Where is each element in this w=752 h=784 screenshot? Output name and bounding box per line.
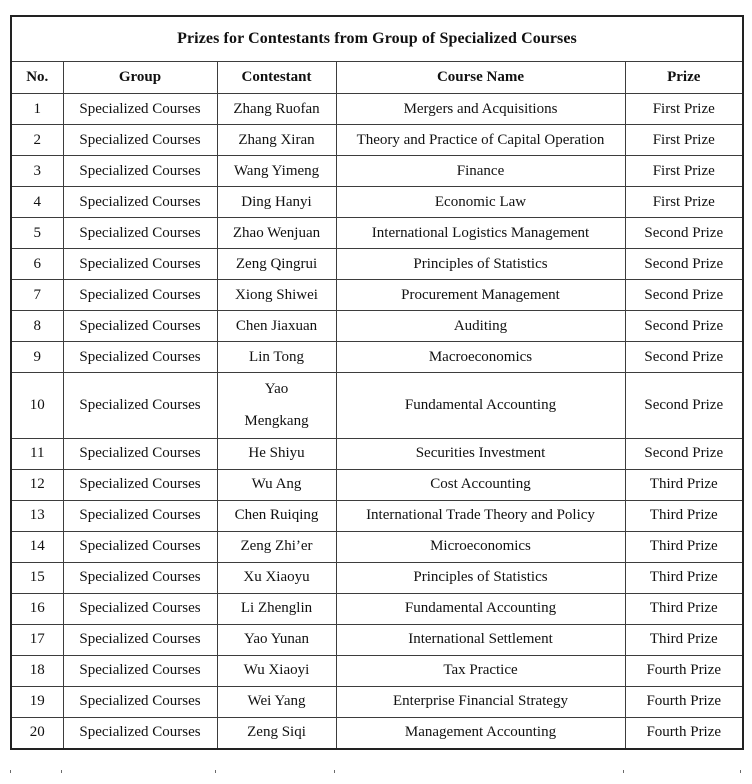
cell-no	[11, 156, 63, 187]
cell-group	[63, 94, 217, 125]
clipped-cell-border	[334, 770, 335, 773]
table-row	[11, 531, 743, 562]
cell-prize-text: Third Prize	[649, 569, 718, 586]
cell-course	[336, 593, 625, 624]
cell-group-text: Specialized Courses	[79, 693, 201, 710]
cell-prize	[625, 438, 743, 469]
cell-group	[63, 187, 217, 218]
cell-no	[11, 342, 63, 373]
cell-no	[11, 438, 63, 469]
cell-course	[336, 94, 625, 125]
cell-course	[336, 125, 625, 156]
cell-course	[336, 342, 625, 373]
clipped-cell-border	[215, 770, 216, 773]
cell-group-text: Specialized Courses	[79, 224, 201, 241]
cell-group-text: Specialized Courses	[79, 286, 201, 303]
cell-course-text: Principles of Statistics	[413, 255, 548, 272]
cell-group-text: Specialized Courses	[79, 600, 201, 617]
table-row	[11, 500, 743, 531]
cell-no-text: 2	[33, 131, 41, 148]
cell-prize-text: First Prize	[652, 193, 715, 210]
col-header-prize: Prize	[625, 62, 743, 94]
cell-group-text: Specialized Courses	[79, 317, 201, 334]
cell-prize	[625, 125, 743, 156]
cell-group-text: Specialized Courses	[79, 538, 201, 555]
cell-contestant	[217, 373, 336, 439]
cell-no-text: 8	[33, 317, 41, 334]
cell-course-text: Finance	[456, 162, 505, 179]
cell-no	[11, 373, 63, 439]
cell-group	[63, 686, 217, 717]
cell-prize-text: Second Prize	[644, 317, 724, 334]
cell-course	[336, 311, 625, 342]
table-row	[11, 156, 743, 187]
cell-course-text: Principles of Statistics	[413, 569, 548, 586]
cell-group	[63, 655, 217, 686]
col-header-no: No.	[11, 62, 63, 94]
cell-group	[63, 125, 217, 156]
clipped-cell-border	[10, 770, 11, 773]
table-body	[11, 94, 743, 749]
cell-contestant	[217, 125, 336, 156]
cell-contestant	[217, 655, 336, 686]
cell-no-text: 1	[33, 100, 41, 117]
cell-prize-text: Third Prize	[649, 476, 718, 493]
table-row	[11, 373, 743, 439]
cell-course-text: International Settlement	[408, 631, 553, 648]
cell-contestant-text: Wu Xiaoyi	[243, 662, 310, 679]
cell-contestant-text: Wei Yang	[247, 693, 306, 710]
cell-group	[63, 562, 217, 593]
cell-course-text: Tax Practice	[443, 662, 518, 679]
cell-course	[336, 562, 625, 593]
cell-course	[336, 624, 625, 655]
table-row	[11, 655, 743, 686]
cell-group	[63, 500, 217, 531]
cell-no	[11, 531, 63, 562]
cell-course-text: Fundamental Accounting	[404, 600, 557, 617]
cell-group	[63, 624, 217, 655]
cell-course	[336, 469, 625, 500]
cell-course	[336, 531, 625, 562]
cell-contestant	[217, 218, 336, 249]
cell-no-text: 3	[33, 162, 41, 179]
cell-no-text: 9	[33, 348, 41, 365]
cell-contestant	[217, 686, 336, 717]
cell-contestant	[217, 717, 336, 749]
cell-no-text: 19	[29, 693, 45, 710]
cell-group-text: Specialized Courses	[79, 569, 201, 586]
cell-prize	[625, 280, 743, 311]
cell-no	[11, 94, 63, 125]
cell-contestant	[217, 342, 336, 373]
table-row	[11, 187, 743, 218]
cell-group-text: Specialized Courses	[79, 100, 201, 117]
cell-no	[11, 686, 63, 717]
cell-no	[11, 469, 63, 500]
cell-prize	[625, 562, 743, 593]
cell-no	[11, 218, 63, 249]
cell-group	[63, 156, 217, 187]
cell-no-text: 4	[33, 193, 41, 210]
cell-no-text: 10	[29, 396, 45, 413]
cell-no	[11, 655, 63, 686]
cell-group-text: Specialized Courses	[79, 662, 201, 679]
cell-contestant	[217, 187, 336, 218]
cell-group	[63, 249, 217, 280]
clipped-next-row	[10, 770, 742, 773]
cell-contestant-text: Zhang Ruofan	[233, 100, 320, 117]
cell-contestant	[217, 94, 336, 125]
cell-course-text: Fundamental Accounting	[404, 396, 557, 413]
cell-prize	[625, 94, 743, 125]
cell-prize	[625, 593, 743, 624]
cell-contestant-text: Yao Yunan	[243, 631, 309, 648]
cell-no	[11, 500, 63, 531]
cell-no	[11, 562, 63, 593]
cell-no	[11, 717, 63, 749]
cell-prize	[625, 655, 743, 686]
cell-prize-text: Fourth Prize	[646, 724, 722, 741]
cell-contestant	[217, 469, 336, 500]
cell-contestant-text: Yao Mengkang	[244, 381, 309, 430]
table-row	[11, 125, 743, 156]
cell-group	[63, 342, 217, 373]
cell-contestant	[217, 249, 336, 280]
cell-prize-text: Third Prize	[649, 538, 718, 555]
cell-no-text: 6	[33, 255, 41, 272]
col-header-course: Course Name	[336, 62, 625, 94]
table-row	[11, 218, 743, 249]
cell-prize	[625, 187, 743, 218]
cell-contestant	[217, 500, 336, 531]
cell-prize-text: Second Prize	[644, 255, 724, 272]
cell-no	[11, 249, 63, 280]
table-row	[11, 342, 743, 373]
cell-contestant	[217, 562, 336, 593]
table-row	[11, 624, 743, 655]
cell-prize-text: Fourth Prize	[646, 693, 722, 710]
cell-course-text: Auditing	[453, 317, 508, 334]
cell-course-text: Theory and Practice of Capital Operation	[356, 131, 605, 148]
cell-contestant-text: Li Zhenglin	[240, 600, 313, 617]
cell-no-text: 16	[29, 600, 45, 617]
table-row	[11, 562, 743, 593]
cell-prize-text: Third Prize	[649, 600, 718, 617]
header-row	[11, 62, 743, 94]
cell-no-text: 5	[33, 224, 41, 241]
cell-no-text: 11	[30, 445, 45, 462]
cell-contestant-text: He Shiyu	[248, 445, 305, 462]
cell-no-text: 12	[29, 476, 45, 493]
cell-contestant	[217, 531, 336, 562]
cell-no-text: 15	[29, 569, 45, 586]
table-row	[11, 249, 743, 280]
table-row	[11, 686, 743, 717]
cell-course	[336, 280, 625, 311]
cell-prize-text: Third Prize	[649, 507, 718, 524]
cell-contestant-text: Wang Yimeng	[233, 162, 320, 179]
cell-course	[336, 655, 625, 686]
cell-prize	[625, 342, 743, 373]
table-row	[11, 717, 743, 749]
cell-course-text: Macroeconomics	[428, 348, 533, 365]
cell-contestant	[217, 438, 336, 469]
table-row	[11, 94, 743, 125]
cell-no-text: 13	[29, 507, 45, 524]
clipped-cell-border	[61, 770, 62, 773]
cell-prize-text: Third Prize	[649, 631, 718, 648]
cell-prize	[625, 373, 743, 439]
col-header-contestant: Contestant	[217, 62, 336, 94]
cell-course	[336, 717, 625, 749]
cell-contestant	[217, 280, 336, 311]
cell-group-text: Specialized Courses	[79, 348, 201, 365]
prize-table	[10, 15, 744, 750]
cell-course	[336, 249, 625, 280]
cell-contestant	[217, 593, 336, 624]
cell-course-text: Enterprise Financial Strategy	[393, 693, 568, 710]
cell-no-text: 20	[29, 724, 45, 741]
cell-prize	[625, 624, 743, 655]
cell-group-text: Specialized Courses	[79, 396, 201, 413]
title-row	[11, 16, 743, 62]
cell-prize-text: First Prize	[652, 100, 715, 117]
cell-contestant	[217, 624, 336, 655]
cell-course-text: Economic Law	[434, 193, 527, 210]
cell-course-text: Management Accounting	[404, 724, 557, 741]
cell-group-text: Specialized Courses	[79, 724, 201, 741]
cell-group-text: Specialized Courses	[79, 507, 201, 524]
cell-no	[11, 593, 63, 624]
cell-prize-text: Second Prize	[644, 348, 724, 365]
cell-no	[11, 187, 63, 218]
cell-prize	[625, 218, 743, 249]
col-header-group: Group	[63, 62, 217, 94]
cell-contestant-text: Wu Ang	[251, 476, 302, 493]
cell-course-text: Procurement Management	[401, 286, 560, 303]
cell-no-text: 7	[33, 286, 41, 303]
cell-contestant-text: Chen Ruiqing	[234, 507, 319, 524]
cell-contestant	[217, 156, 336, 187]
table-row	[11, 469, 743, 500]
cell-group	[63, 373, 217, 439]
cell-group	[63, 531, 217, 562]
cell-contestant	[217, 311, 336, 342]
cell-course	[336, 438, 625, 469]
cell-contestant-text: Lin Tong	[249, 348, 304, 365]
cell-contestant-text: Zeng Qingrui	[235, 255, 318, 272]
table-row	[11, 280, 743, 311]
cell-contestant-text: Zeng Zhi’er	[240, 538, 313, 555]
table-row	[11, 593, 743, 624]
cell-group-text: Specialized Courses	[79, 131, 201, 148]
cell-course	[336, 500, 625, 531]
cell-group-text: Specialized Courses	[79, 193, 201, 210]
clipped-cell-border	[740, 770, 741, 773]
cell-contestant-text: Zeng Siqi	[247, 724, 306, 741]
cell-no-text: 14	[29, 538, 45, 555]
cell-prize	[625, 500, 743, 531]
cell-prize-text: First Prize	[652, 162, 715, 179]
cell-course-text: International Logistics Management	[371, 224, 590, 241]
cell-course-text: Securities Investment	[415, 445, 546, 462]
cell-course-text: Microeconomics	[430, 538, 531, 555]
cell-group	[63, 593, 217, 624]
clipped-cell-border	[623, 770, 624, 773]
table-row	[11, 311, 743, 342]
cell-no-text: 17	[29, 631, 45, 648]
cell-no	[11, 311, 63, 342]
cell-group	[63, 280, 217, 311]
cell-contestant-text: Xiong Shiwei	[235, 286, 318, 303]
cell-course	[336, 686, 625, 717]
table-title: Prizes for Contestants from Group of Specialized Courses	[11, 16, 743, 62]
cell-group-text: Specialized Courses	[79, 445, 201, 462]
cell-prize	[625, 717, 743, 749]
cell-prize-text: Fourth Prize	[646, 662, 722, 679]
cell-no	[11, 280, 63, 311]
cell-contestant-text: Ding Hanyi	[241, 193, 312, 210]
cell-group	[63, 469, 217, 500]
cell-prize-text: First Prize	[652, 131, 715, 148]
cell-group-text: Specialized Courses	[79, 255, 201, 272]
cell-course	[336, 218, 625, 249]
table-row	[11, 438, 743, 469]
cell-group	[63, 717, 217, 749]
cell-contestant-text: Chen Jiaxuan	[235, 317, 318, 334]
cell-contestant-text: Zhao Wenjuan	[232, 224, 321, 241]
cell-prize	[625, 686, 743, 717]
cell-course	[336, 156, 625, 187]
cell-prize-text: Second Prize	[644, 396, 724, 413]
cell-course-text: International Trade Theory and Policy	[366, 507, 595, 524]
cell-contestant-text: Zhang Xiran	[238, 131, 315, 148]
cell-course	[336, 187, 625, 218]
cell-prize-text: Second Prize	[644, 224, 724, 241]
cell-prize	[625, 311, 743, 342]
cell-group	[63, 311, 217, 342]
cell-no-text: 18	[29, 662, 45, 679]
cell-contestant-text: Xu Xiaoyu	[243, 569, 310, 586]
cell-group	[63, 438, 217, 469]
cell-prize-text: Second Prize	[644, 286, 724, 303]
cell-prize	[625, 249, 743, 280]
cell-no	[11, 624, 63, 655]
cell-prize	[625, 469, 743, 500]
cell-group-text: Specialized Courses	[79, 162, 201, 179]
cell-group-text: Specialized Courses	[79, 631, 201, 648]
cell-course-text: Mergers and Acquisitions	[403, 100, 558, 117]
cell-group-text: Specialized Courses	[79, 476, 201, 493]
cell-group	[63, 218, 217, 249]
cell-prize	[625, 531, 743, 562]
cell-course-text: Cost Accounting	[430, 476, 531, 493]
cell-no	[11, 125, 63, 156]
cell-course	[336, 373, 625, 439]
cell-prize-text: Second Prize	[644, 445, 724, 462]
cell-prize	[625, 156, 743, 187]
